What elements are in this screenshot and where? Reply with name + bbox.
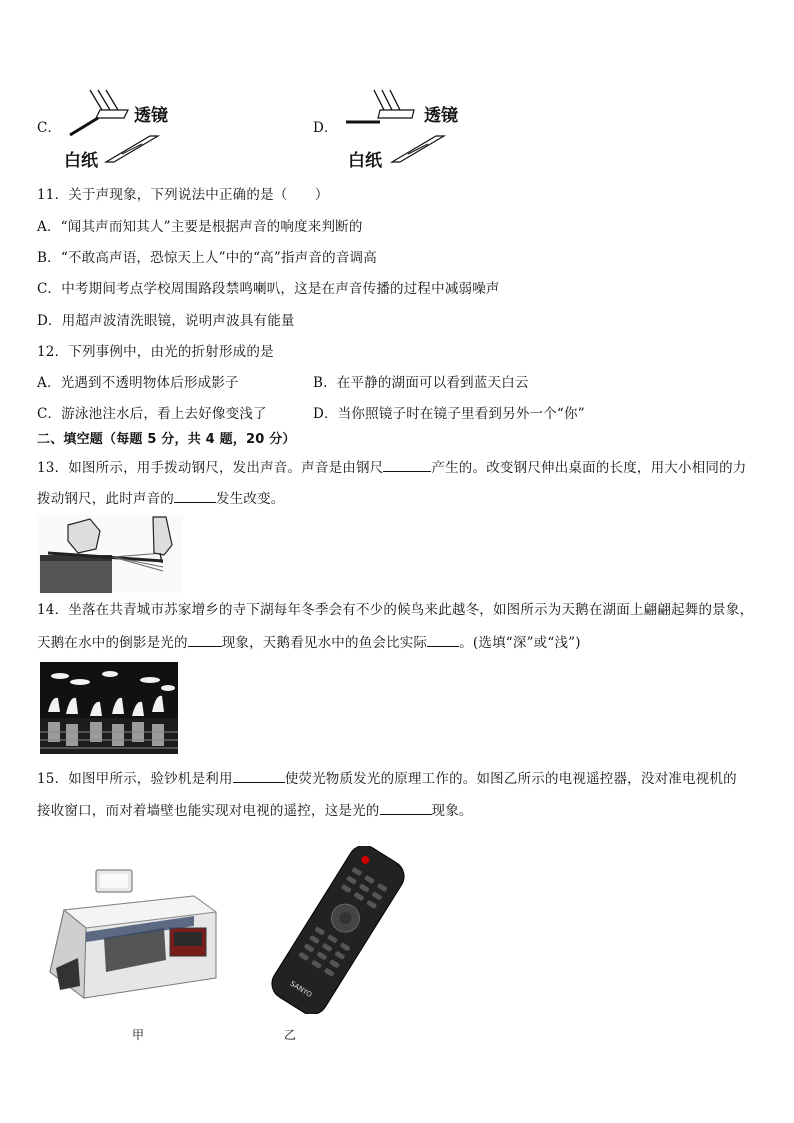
q11-option-a: A．“闻其声而知其人”主要是根据声音的响度来判断的 bbox=[37, 219, 363, 235]
q12-option-b: B．在平静的湖面可以看到蓝天白云 bbox=[313, 375, 529, 391]
lens-label-c: 透镜 bbox=[134, 106, 168, 126]
q11-option-c: C．中考期间考点学校周围路段禁鸣喇叭，这是在声音传播的过程中减弱噪声 bbox=[37, 281, 500, 297]
q15-line1 bbox=[37, 768, 737, 789]
q14-text-1: 天鹅在水中的倒影是光的 bbox=[37, 635, 188, 651]
q14-line2 bbox=[37, 632, 581, 653]
remote-brand-label: SANYO bbox=[288, 979, 314, 1000]
q15-text-3: 接收窗口，而对着墙壁也能实现对电视的遥控，这是光的 bbox=[37, 803, 380, 819]
lens-diagram-d bbox=[344, 88, 462, 172]
q12-option-d: D．当你照镜子时在镜子里看到另外一个“你” bbox=[313, 406, 585, 422]
lens-diagram-c bbox=[62, 88, 172, 172]
lens-label-d: 透镜 bbox=[424, 106, 458, 126]
q11-option-d: D．用超声波清洗眼镜，说明声波具有能量 bbox=[37, 313, 295, 329]
q15-blank-1[interactable] bbox=[233, 768, 285, 783]
q13-text-3: 拨动钢尺，此时声音的 bbox=[37, 491, 174, 507]
q14-blank-1[interactable] bbox=[188, 632, 222, 647]
q12-option-a: A．光遇到不透明物体后形成影子 bbox=[37, 375, 239, 391]
caption-jia: 甲 bbox=[132, 1028, 145, 1042]
q15-text-2: 使荧光物质发光的原理工作的。如图乙所示的电视遥控器，没对准电视机的 bbox=[284, 771, 737, 787]
q13-line1 bbox=[37, 457, 747, 478]
q15-text-4: 现象。 bbox=[431, 803, 473, 819]
option-d-letter: D． bbox=[313, 120, 338, 136]
q14-text-3: 。(选填“深”或“浅”) bbox=[459, 635, 581, 651]
money-counter-illustration bbox=[44, 868, 220, 1008]
ruler-figure bbox=[38, 515, 183, 593]
q11-option-b: B．“不敢高声语，恐惊天上人”中的“高”指声音的音调高 bbox=[37, 250, 377, 266]
q14-text-2: 现象，天鹅看见水中的鱼会比实际 bbox=[221, 635, 428, 651]
q12-option-c: C．游泳池注水后，看上去好像变浅了 bbox=[37, 406, 267, 422]
q12-stem: 12．下列事例中，由光的折射形成的是 bbox=[37, 344, 274, 360]
q13-blank-2[interactable] bbox=[174, 488, 216, 503]
q13-text-4: 发生改变。 bbox=[216, 491, 285, 507]
q14-blank-2[interactable] bbox=[427, 632, 459, 647]
q11-stem: 11．关于声现象，下列说法中正确的是（ ） bbox=[37, 187, 329, 203]
paper-label-d: 白纸 bbox=[348, 151, 382, 171]
q14-line1: 14．坐落在共青城市苏家增乡的寺下湖每年冬季会有不少的候鸟来此越冬，如图所示为天鹅在湖面上翩翩起舞的景象， bbox=[37, 602, 754, 618]
tv-remote-illustration bbox=[248, 846, 426, 1014]
q15-line2 bbox=[37, 800, 473, 821]
paper-label-c: 白纸 bbox=[64, 151, 98, 171]
option-c-letter: C． bbox=[37, 120, 62, 136]
section-title: 二、填空题（每题 5 分，共 4 题，20 分） bbox=[37, 432, 296, 447]
q13-text-1: 13．如图所示，用手拨动钢尺，发出声音。声音是由钢尺 bbox=[37, 460, 384, 476]
q13-blank-1[interactable] bbox=[383, 457, 431, 472]
caption-yi: 乙 bbox=[284, 1028, 297, 1042]
q15-text-1: 15．如图甲所示，验钞机是利用 bbox=[37, 771, 233, 787]
q15-blank-2[interactable] bbox=[380, 800, 432, 815]
q13-line2 bbox=[37, 488, 285, 509]
q13-text-2: 产生的。改变钢尺伸出桌面的长度，用大小相同的力 bbox=[431, 460, 747, 476]
swan-photo bbox=[40, 662, 178, 754]
